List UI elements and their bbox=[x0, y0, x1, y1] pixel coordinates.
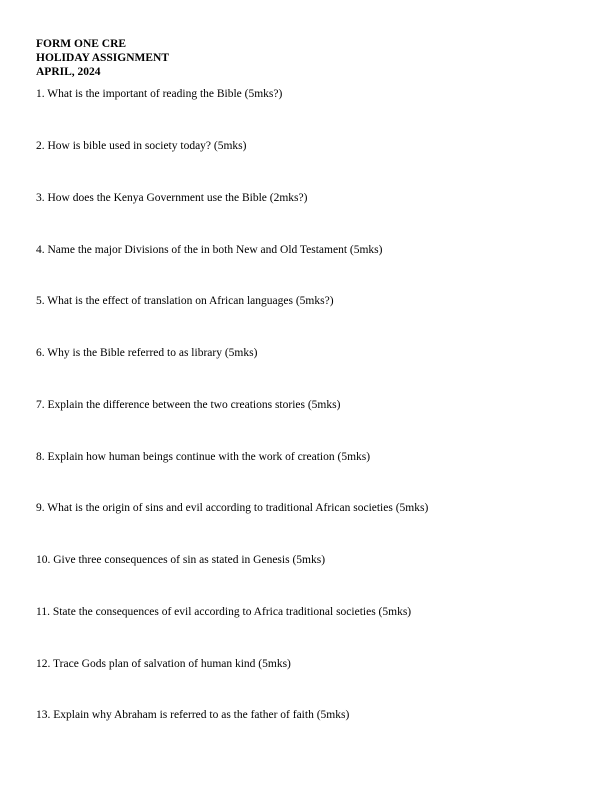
question-2: 2. How is bible used in society today? (5mks) bbox=[36, 140, 247, 152]
header-date: APRIL, 2024 bbox=[36, 66, 101, 78]
question-10: 10. Give three consequences of sin as stated in Genesis (5mks) bbox=[36, 554, 326, 566]
question-3: 3. How does the Kenya Government use the Bible (2mks?) bbox=[36, 192, 308, 204]
document-header bbox=[36, 37, 169, 79]
header-assignment-title: HOLIDAY ASSIGNMENT bbox=[36, 52, 170, 64]
question-6: 6. Why is the Bible referred to as library (5mks) bbox=[36, 347, 258, 359]
question-4: 4. Name the major Divisions of the in both New and Old Testament (5mks) bbox=[36, 244, 383, 256]
question-1: 1. What is the important of reading the Bible (5mks?) bbox=[36, 88, 283, 100]
question-8: 8. Explain how human beings continue with the work of creation (5mks) bbox=[36, 451, 371, 463]
header-subject: FORM ONE CRE bbox=[36, 38, 127, 50]
question-11: 11. State the consequences of evil according to Africa traditional societies (5mks) bbox=[36, 606, 412, 618]
question-9: 9. What is the origin of sins and evil according to traditional African societies (5mks) bbox=[36, 502, 429, 514]
question-12: 12. Trace Gods plan of salvation of human kind (5mks) bbox=[36, 658, 291, 670]
question-13: 13. Explain why Abraham is referred to as the father of faith (5mks) bbox=[36, 709, 350, 721]
question-7: 7. Explain the difference between the two creations stories (5mks) bbox=[36, 399, 341, 411]
question-5: 5. What is the effect of translation on African languages (5mks?) bbox=[36, 295, 334, 307]
